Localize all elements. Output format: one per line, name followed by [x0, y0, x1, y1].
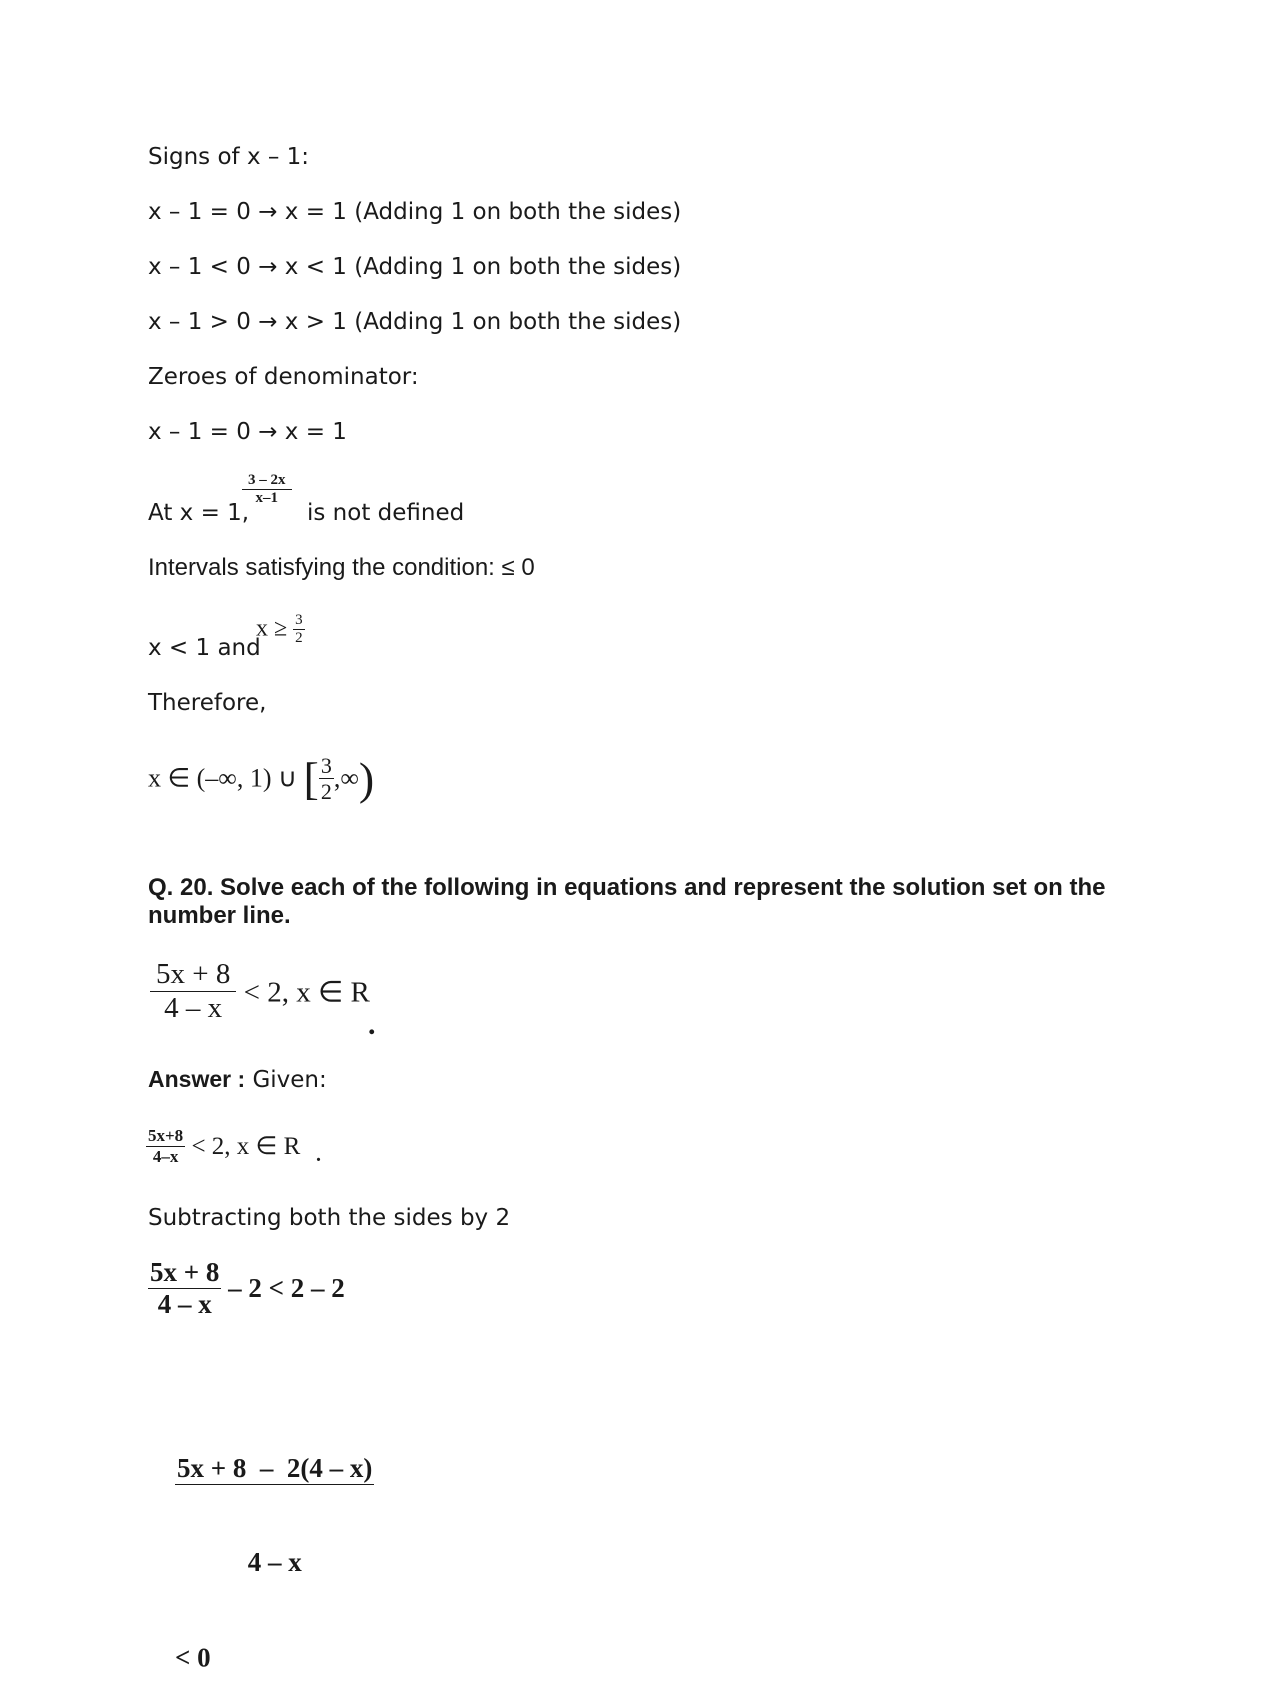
equation-zero: x – 1 = 0 → x = 1 (Adding 1 on both the sides)	[148, 199, 682, 225]
subtracting-line: Subtracting both the sides by 2	[148, 1205, 511, 1231]
step-two-denominator: 4 – x	[247, 1547, 302, 1578]
given-inequality	[146, 1126, 300, 1166]
inequality-x-ge-3-2	[256, 612, 305, 648]
period-dot-small: .	[316, 1144, 321, 1166]
open-bracket: [	[303, 753, 319, 804]
fraction-3-2x-over-x-1	[242, 472, 292, 508]
given-denominator: 4–x	[152, 1146, 179, 1166]
solution-denominator: 2	[320, 779, 332, 804]
question-numerator: 5x + 8	[150, 958, 236, 992]
signs-heading: Signs of x – 1:	[148, 144, 310, 170]
inequality-fraction	[293, 612, 305, 648]
question-inequality	[150, 958, 370, 1026]
solution-lhs: x ∈ (–∞, 1) ∪	[148, 763, 298, 793]
fraction-denominator: x–1	[255, 490, 278, 507]
step-one-numerator: 5x + 8	[148, 1257, 221, 1289]
answer-given: Given:	[252, 1067, 327, 1093]
intervals-condition: Intervals satisfying the condition: ≤ 0	[148, 554, 535, 581]
answer-line	[148, 1064, 327, 1095]
close-paren: )	[358, 753, 375, 804]
step-one-denominator: 4 – x	[157, 1289, 212, 1320]
solution-numerator: 3	[320, 752, 332, 778]
inequality-lhs: x ≥	[256, 615, 288, 642]
question-fraction	[150, 958, 236, 1026]
therefore: Therefore,	[148, 690, 267, 716]
step-two-rhs: < 0	[175, 1642, 211, 1673]
step-two	[148, 1360, 374, 1704]
step-one-fraction	[148, 1257, 221, 1320]
equation-less: x – 1 < 0 → x < 1 (Adding 1 on both the sides)	[148, 254, 682, 280]
zeroes-heading: Zeroes of denominator:	[148, 364, 419, 390]
equation-greater: x – 1 > 0 → x > 1 (Adding 1 on both the sides)	[148, 309, 682, 335]
step-one	[148, 1257, 345, 1320]
given-numerator: 5x+8	[148, 1126, 184, 1145]
solution-set	[148, 752, 374, 805]
solution-tail: ,∞	[333, 763, 359, 793]
x-less-and: x < 1 and	[148, 635, 261, 661]
inequality-numerator: 3	[293, 612, 305, 630]
given-fraction	[146, 1126, 185, 1166]
answer-label: Answer :	[148, 1066, 246, 1092]
solution-fraction	[319, 753, 334, 805]
inequality-denominator: 2	[295, 630, 303, 647]
given-rhs: < 2, x ∈ R	[191, 1133, 301, 1161]
question-rhs: < 2, x ∈ R	[243, 976, 370, 1009]
step-two-numerator: 5x + 8 – 2(4 – x)	[175, 1453, 374, 1485]
question-denominator: 4 – x	[164, 992, 223, 1025]
zero-equation: x – 1 = 0 → x = 1	[148, 419, 347, 445]
period-dot: .	[368, 1008, 376, 1041]
question-title: Q. 20. Solve each of the following in equations and represent the solution set on the number line.	[148, 874, 1106, 929]
step-two-fraction	[175, 1391, 374, 1640]
step-one-rhs: – 2 < 2 – 2	[228, 1273, 345, 1304]
at-x-prefix: At x = 1,	[148, 500, 250, 526]
at-x-suffix: is not defined	[307, 500, 465, 526]
fraction-numerator: 3 – 2x	[242, 472, 292, 490]
